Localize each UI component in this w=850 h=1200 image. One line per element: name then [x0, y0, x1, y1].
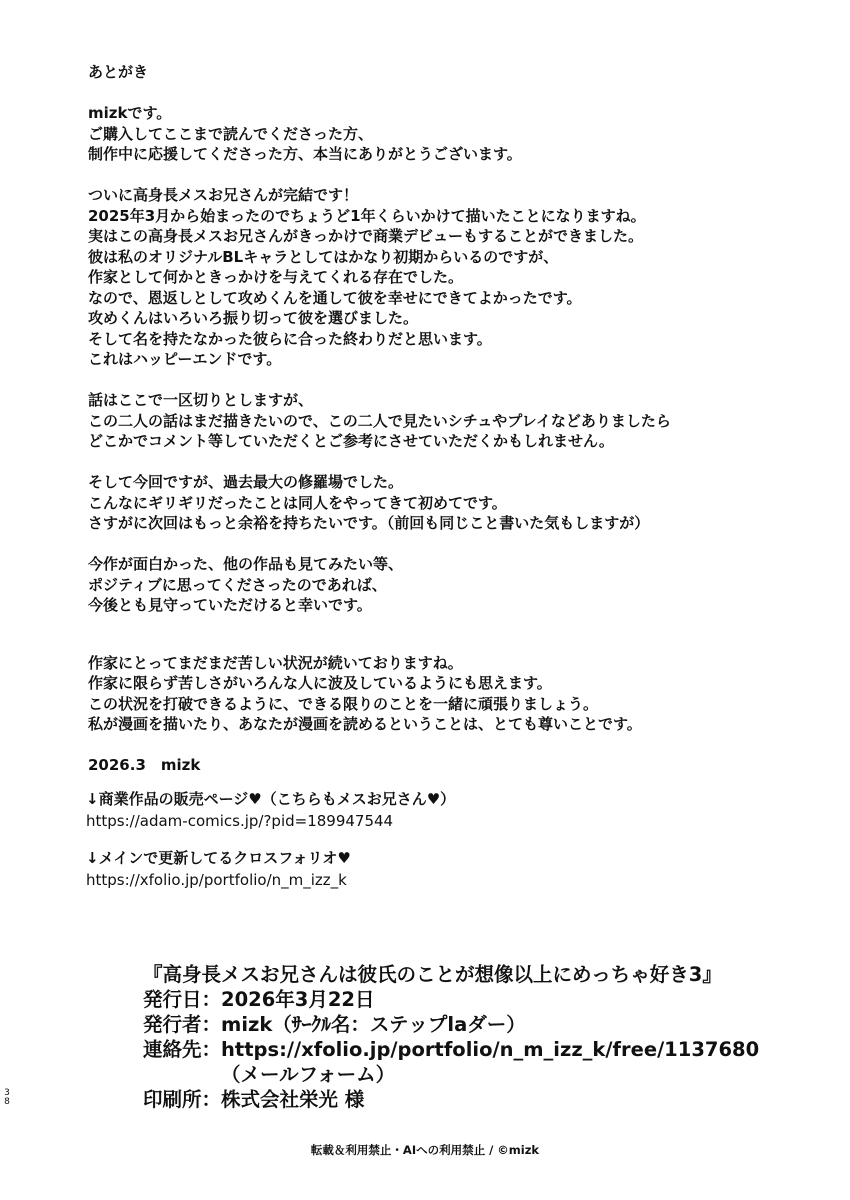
contact-row — [143, 1037, 759, 1062]
text-line: 2025年3月から始まったのでちょうど1年くらいかけて描いたことになりますね。 — [88, 206, 646, 225]
text-line: 作家として何かときっかけを与えてくれる存在でした。 — [88, 268, 464, 286]
colophon — [143, 962, 759, 1112]
text-line: この状況を打破できるように、できる限りのことを一緒に頑張りましょう。 — [88, 694, 599, 713]
text-line: 実はこの高身長メスお兄さんがきっかけで商業デビューもすることができました。 — [88, 227, 644, 245]
printer-row — [143, 1087, 759, 1112]
portfolio-url[interactable]: https://xfolio.jp/portfolio/n_m_izz_k — [86, 871, 347, 889]
text-line: この二人の話はまだ描きたいので、この二人で見たいシチュやプレイなどありましたら — [88, 411, 671, 430]
commercial-link-block — [86, 788, 455, 832]
text-line: 彼は私のオリジナルBLキャラとしてはかなり初期からいるのですが、 — [88, 247, 559, 266]
issue-date-row — [143, 987, 759, 1012]
colophon-title: 『高身長メスお兄さんは彼氏のことが想像以上にめっちゃ好き3』 — [143, 963, 722, 986]
afterword-text — [88, 62, 788, 776]
text-line: 作家に限らず苦しさがいろんな人に波及しているようにも思えます。 — [88, 674, 552, 692]
publisher-label: 発行者： — [143, 1013, 222, 1036]
text-line: 今作が面白かった、他の作品も見てみたい等、 — [88, 555, 404, 573]
copyright-footer: 転載＆利用禁止・AIへの利用禁止 / ©mizk — [310, 1143, 540, 1157]
text-line: 今後とも見守っていただけると幸いです。 — [88, 596, 372, 614]
issue-date-value: 2026年3月22日 — [221, 988, 375, 1011]
text-line: ついに高身長メスお兄さんが完結です！ — [88, 186, 359, 204]
commercial-url[interactable]: https://adam-comics.jp/?pid=189947544 — [86, 812, 394, 830]
page-number: 38 — [4, 1088, 10, 1107]
text-line: なので、恩返しとして攻めくんを通して彼を幸せにできてよかったです。 — [88, 288, 582, 307]
issue-date-label: 発行日： — [143, 988, 222, 1011]
contact-value[interactable]: https://xfolio.jp/portfolio/n_m_izz_k/free/1137680 — [221, 1038, 760, 1061]
text-line: 私が漫画を描いたり、あなたが漫画を読めるということは、とても尊いことです。 — [88, 715, 642, 733]
text-line: ポジティブに思ってくださったのであれば、 — [88, 575, 387, 594]
publisher-value: mizk（ｻｰｸﾙ名：ステップlaダー） — [221, 1013, 526, 1036]
text-line: どこかでコメント等していただくとご参考にさせていただくかもしれません。 — [88, 432, 614, 450]
publisher-row — [143, 1012, 759, 1037]
text-line: mizkです。 — [88, 104, 172, 122]
text-line: 攻めくんはいろいろ振り切って彼を選びました。 — [88, 309, 419, 327]
text-line: 話はここで一区切りとしますが、 — [88, 391, 314, 409]
printer-label: 印刷所： — [143, 1088, 222, 1111]
text-line: これはハッピーエンドです。 — [88, 350, 282, 368]
portfolio-link-heading: ↓メインで更新してるクロスフォリオ♥ — [86, 849, 351, 867]
text-line: 作家にとってまだまだ苦しい状況が続いておりますね。 — [88, 653, 463, 672]
contact-label: 連絡先： — [143, 1038, 222, 1061]
text-line: そして名を持たなかった彼らに合った終わりだと思います。 — [88, 329, 492, 348]
commercial-link-heading: ↓商業作品の販売ページ♥（こちらもメスお兄さん♥） — [86, 790, 456, 808]
portfolio-link-block — [86, 847, 351, 891]
text-line: さすがに次回はもっと余裕を持ちたいです。（前回も同じこと書いた気もしますが） — [88, 514, 650, 532]
afterword-title: あとがき — [88, 63, 149, 81]
contact-note: （メールフォーム） — [221, 1063, 396, 1086]
text-line: ご購入してここまで読んでくださった方、 — [88, 124, 374, 143]
text-line: こんなにギリギリだったことは同人をやってきて初めてです。 — [88, 493, 507, 512]
signature: 2026.3 mizk — [88, 756, 201, 774]
text-line: 制作中に応援してくださった方、本当にありがとうございます。 — [88, 145, 522, 163]
printer-value: 株式会社栄光 様 — [221, 1088, 365, 1111]
text-line: そして今回ですが、過去最大の修羅場でした。 — [88, 473, 404, 491]
